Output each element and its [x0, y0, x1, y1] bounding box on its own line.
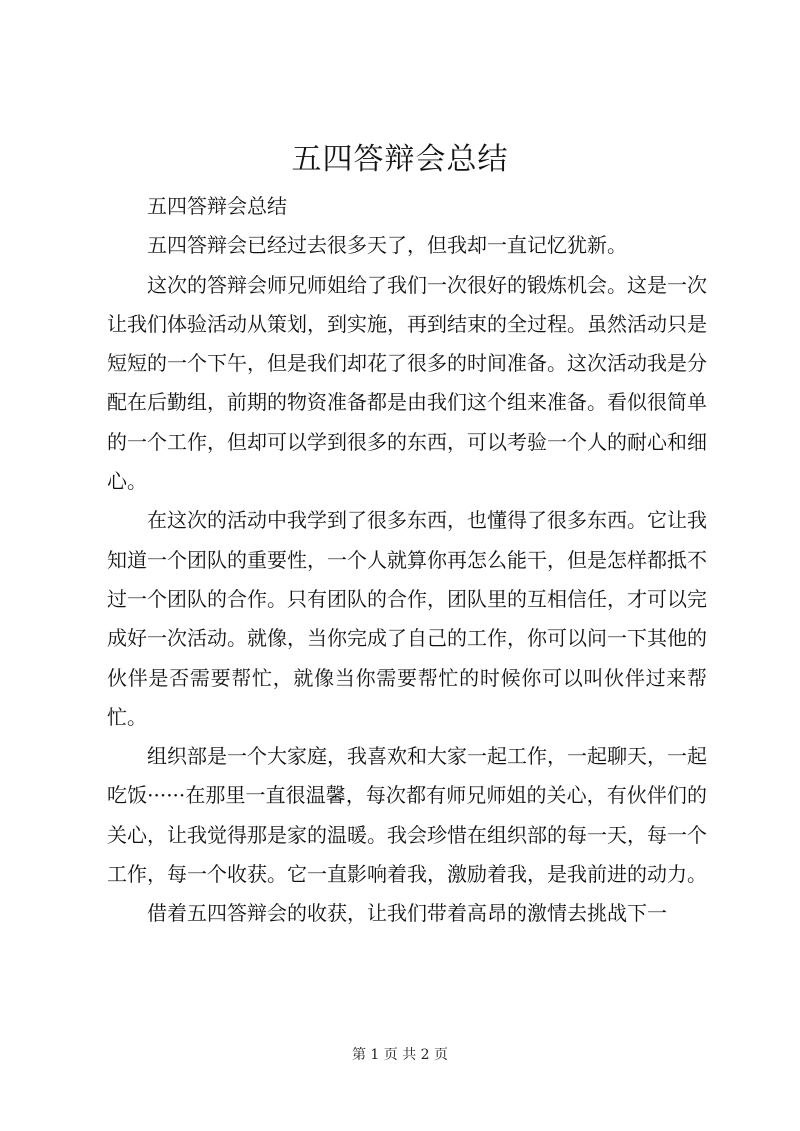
page-footer: 第 1 页 共 2 页	[351, 1047, 449, 1063]
paragraph-intro: 五四答辩会已经过去很多天了，但我却一直记忆犹新。	[147, 233, 627, 258]
paragraph-organization: 组织部是一个大家庭，我喜欢和大家一起工作，一起聊天，一起吃饭······在那里一直很温馨，每次都有师兄师姐的关心，有伙伴们的关心，让我觉得那是家的温暖。我会珍惜在组织部的每一天，每一个工作，每一个收获。它一直影响着我，激励着我，是我前进的动力。	[107, 744, 707, 887]
paragraph-preparation: 这次的答辩会师兄师姐给了我们一次很好的锻炼机会。这是一次让我们体验活动从策划，到实施，再到结束的全过程。虽然活动只是短短的一个下午，但是我们却花了很多的时间准备。这次活动我是分配在后勤组，前期的物资准备都是由我们这个组来准备。看似很简单的一个工作，但却可以学到很多的东西，可以考验一个人的耐心和细心。	[107, 272, 707, 494]
paragraph-closing: 借着五四答辩会的收获，让我们带着高昂的激情去挑战下一	[147, 901, 667, 926]
document-body	[107, 187, 707, 934]
paragraph-subtitle: 五四答辩会总结	[147, 194, 287, 218]
document-title: 五四答辩会总结	[291, 142, 509, 177]
paragraph-teamwork: 在这次的活动中我学到了很多东西，也懂得了很多东西。它让我知道一个团队的重要性，一个人就算你再怎么能干，但是怎样都抵不过一个团队的合作。只有团队的合作，团队里的互相信任，才可以完成好一次活动。就像，当你完成了自己的工作，你可以问一下其他的伙伴是否需要帮忙，就像当你需要帮忙的时候你可以叫伙伴过来帮忙。	[107, 508, 707, 729]
